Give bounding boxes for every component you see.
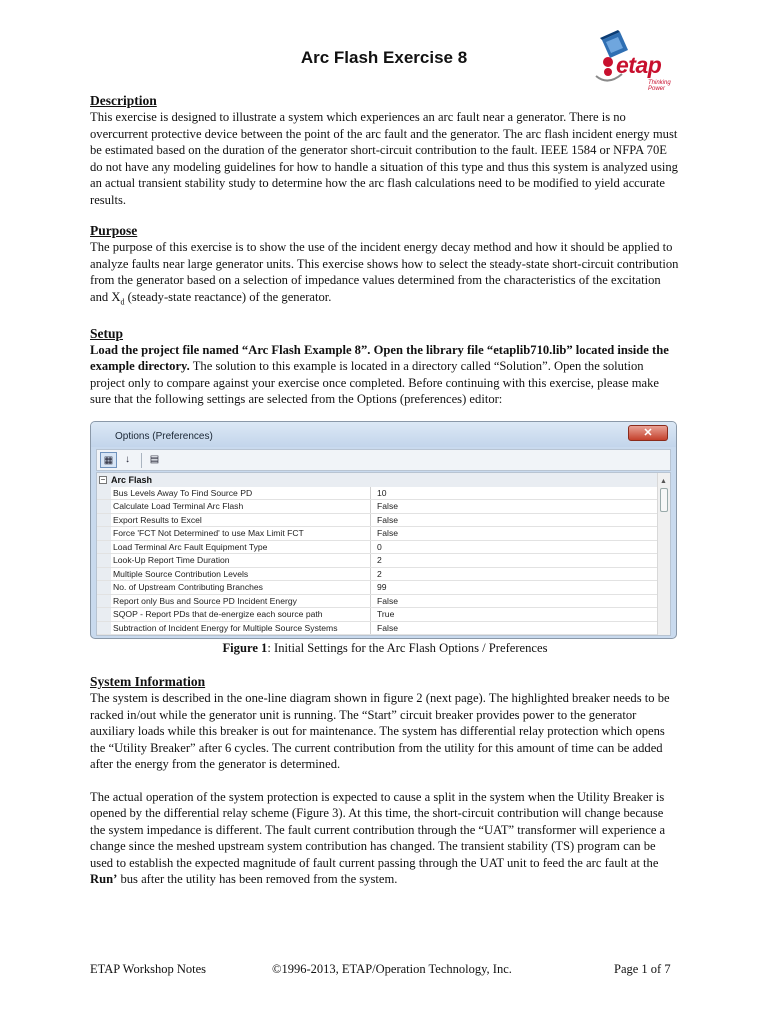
property-name: SQOP - Report PDs that de-energize each source path (113, 608, 371, 621)
property-row[interactable] (97, 487, 657, 501)
property-row[interactable] (97, 622, 657, 636)
footer-left: ETAP Workshop Notes (90, 962, 207, 976)
property-name: Calculate Load Terminal Arc Flash (113, 500, 371, 513)
options-dialog-screenshot (90, 421, 677, 639)
property-value[interactable]: 10 (377, 487, 387, 498)
property-row[interactable] (97, 554, 657, 568)
property-name: Force 'FCT Not Determined' to use Max Limit FCT (113, 527, 371, 540)
property-value[interactable]: 99 (377, 582, 387, 593)
logo-tagline: Thinking Power (648, 80, 671, 92)
property-grid (96, 472, 671, 636)
property-row[interactable] (97, 514, 657, 528)
scroll-up-icon[interactable]: ▲ (660, 477, 667, 485)
dialog-title: Options (Preferences) (115, 430, 213, 442)
scrollbar[interactable] (657, 473, 670, 635)
property-value[interactable]: False (377, 514, 399, 525)
etap-logo (588, 26, 688, 96)
property-pages-icon[interactable]: ▤ (149, 453, 160, 465)
collapse-icon[interactable]: − (100, 474, 106, 484)
dialog-titlebar (91, 422, 676, 447)
property-value[interactable]: False (377, 595, 399, 606)
property-name: Report only Bus and Source PD Incident Energy (113, 595, 371, 608)
property-value[interactable]: 2 (377, 568, 382, 579)
property-value[interactable]: False (377, 622, 399, 633)
setup-text: Load the project file named “Arc Flash Example 8”. Open the library file “etaplib710.lib” located inside the example directory. The solution to this example is located in a directory called “Solution”. Open the solution project only to compare against your exercise once completed. Before continuing with this exercise, please make sure that the following settings are selected from the Options (preferences) editor: (90, 342, 669, 407)
close-button[interactable]: ✕ (628, 425, 668, 441)
property-value[interactable]: False (377, 528, 399, 539)
footer-center: ©1996-2013, ETAP/Operation Technology, Inc. (272, 962, 512, 976)
property-value[interactable]: False (377, 501, 399, 512)
purpose-text: The purpose of this exercise is to show the use of the incident energy decay method and how it should be applied to analyze faults near large generator units. This exercise shows how to select the steady-state short-circuit contribution from the generator based on a selection of impedance values determined from the characteristics of the excitation and $X_d$ (steady-state reactance) of the generator. (90, 240, 679, 307)
property-value[interactable]: True (377, 609, 395, 620)
system-information-heading: System Information (90, 674, 206, 690)
scroll-thumb[interactable] (660, 488, 668, 512)
figure-caption: Figure 1: Initial Settings for the Arc Flash Options / Preferences (222, 640, 548, 655)
dialog-toolbar (96, 449, 671, 471)
categorized-icon[interactable]: ▦ (100, 452, 117, 468)
property-row[interactable] (97, 568, 657, 582)
property-name: Load Terminal Arc Fault Equipment Type (113, 541, 371, 554)
page-title: Arc Flash Exercise 8 (300, 48, 468, 67)
property-row[interactable] (97, 608, 657, 622)
property-row[interactable] (97, 541, 657, 555)
property-row[interactable] (97, 500, 657, 514)
property-name: Multiple Source Contribution Levels (113, 568, 371, 581)
property-value[interactable]: 2 (377, 555, 382, 566)
property-row[interactable] (97, 527, 657, 541)
property-name: Subtraction of Incident Energy for Multiple Source Systems (113, 622, 371, 635)
property-name: Export Results to Excel (113, 514, 371, 527)
property-name: Bus Levels Away To Find Source PD (113, 487, 371, 500)
property-name: No. of Upstream Contributing Branches (113, 581, 371, 594)
document-body (90, 92, 680, 888)
property-value[interactable]: 0 (377, 541, 382, 552)
category-row[interactable]: − Arc Flash (97, 473, 657, 487)
logo-text: etap (616, 52, 662, 78)
system-information-para-1: The system is described in the one-line diagram shown in figure 2 (next page). The highlighted breaker needs to be racked in/out while the generator unit is running. The “Start” circuit breaker provides power to the generator auxiliary loads while this breaker is out for maintenance. The system has differential relay protection which opens the “Utility Breaker” after 6 cycles. The current contribution from the utility for this amount of time can be added after the energy from the generator is determined. (90, 691, 670, 772)
description-text: This exercise is designed to illustrate a system which experiences an arc fault near a generator. There is no overcurrent protective device between the point of the arc fault and the generator. The arc flash incident energy must be estimated based on the duration of the generator short-circuit contribution to the fault. IEEE 1584 or NFPA 70E do not have any modeling guidelines for how to handle a situation of this type and thus this system is analyzed using an actual transient stability study to determine how the arc flash calculations need to be modified to yield accurate results. (90, 110, 678, 207)
property-row[interactable] (97, 595, 657, 609)
footer-page-number: Page 1 of 7 (614, 962, 671, 976)
description-heading: Description (90, 93, 157, 108)
setup-heading: Setup (90, 325, 124, 341)
purpose-heading: Purpose (90, 223, 138, 238)
property-name: Look-Up Report Time Duration (113, 554, 371, 567)
system-information-para-2: The actual operation of the system protection is expected to cause a split in the system when the Utility Breaker is opened by the differential relay scheme (Figure 3). At this time, the short-circuit contribution will change because the system impedance is different. The fault current contribution through the “UAT” transformer will experience a change since the meshed upstream system contribution has changed. The transient stability (TS) program can be used to establish the expected magnitude of fault current passing through the UAT unit to feed the arc fault at the Run’ bus after the utility has been removed from the system. (90, 789, 666, 887)
property-row[interactable] (97, 581, 657, 595)
sort-alphabetical-icon[interactable]: ↓ (125, 453, 130, 465)
